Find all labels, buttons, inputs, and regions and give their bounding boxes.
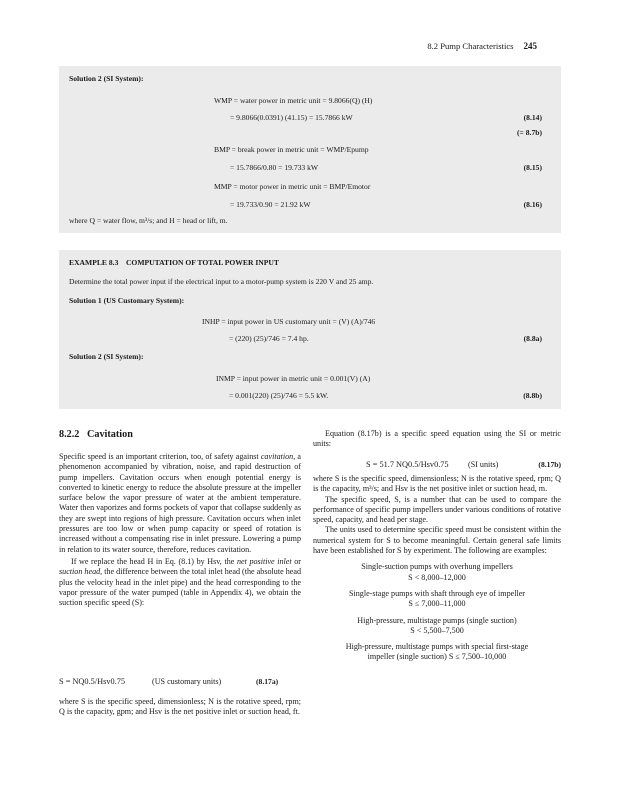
equation-number: (8.14) xyxy=(523,113,542,122)
example-box xyxy=(59,250,561,409)
equation-line: = (220) (25)/746 = 7.4 hp. xyxy=(229,334,309,343)
equation-line: = 9.8066(0.0391) (41.15) = 15.7866 kW xyxy=(230,113,353,122)
example-limit: Single-suction pumps with overhung impellers S < 8,000–12,000 xyxy=(361,562,513,582)
example-problem: Determine the total power input if the electrical input to a motor-pump system is 220 V and 25 amp. xyxy=(69,277,374,286)
equation-units: (US customary units) xyxy=(152,677,222,686)
example-title: EXAMPLE 8.3 COMPUTATION OF TOTAL POWER INPUT xyxy=(69,258,279,267)
left-column xyxy=(59,452,301,608)
equation-number: (8.16) xyxy=(523,200,542,209)
variable-definition: where Q = water flow, m³/s; and H = head or lift, m. xyxy=(69,216,228,225)
equation-line: INHP = input power in US customary unit = (V) (A)/746 xyxy=(202,317,376,326)
equation-number: (8.17a) xyxy=(256,677,279,686)
page-number: 245 xyxy=(523,41,537,51)
equation-number: (= 8.7b) xyxy=(517,128,542,137)
left-column-tail xyxy=(59,697,301,718)
equation-line: S = 51.7 NQ0.5/Hsv0.75 xyxy=(366,460,449,469)
solution-heading: Solution 1 (US Customary System): xyxy=(69,296,185,305)
section-number: 8.2.2 xyxy=(59,429,80,440)
right-column-body xyxy=(313,474,561,663)
equation-number: (8.17b) xyxy=(538,460,561,469)
equation-line: = 19.733/0.90 = 21.92 kW xyxy=(230,200,311,209)
equation-units: (SI units) xyxy=(468,460,499,469)
running-header xyxy=(427,41,537,51)
section-heading xyxy=(59,429,133,440)
example-limit: High-pressure, multistage pumps (single suction) S < 5,500–7,500 xyxy=(357,615,517,635)
paragraph: where S is the specific speed, dimensionless; N is the rotative speed, rpm; Q is the capacity, gpm; and Hsv is the net positive inlet or suction head, ft. xyxy=(59,697,301,717)
equation-line: BMP = break power in metric unit = WMP/Epump xyxy=(214,145,369,154)
equation-line: INMP = input power in metric unit = 0.001(V) (A) xyxy=(216,374,371,383)
equation-number: (8.15) xyxy=(523,163,542,172)
equation-line: WMP = water power in metric unit = 9.8066(Q) (H) xyxy=(214,96,373,105)
equation-number: (8.8a) xyxy=(523,334,542,343)
right-column xyxy=(313,429,561,450)
paragraph: If we replace the head H in Eq. (8.1) by Hsv, the net positive inlet or suction head, the difference between the total inlet head (the absolute head plus the velocity head in the inlet pipe) and the head corresponding to the vapor pressure of the water pumped (table in Appendix 4), we obtain the suction specific speed (S): xyxy=(59,556,301,608)
example-limit: Single-stage pumps with shaft through eye of impeller S ≤ 7,000–11,000 xyxy=(348,588,525,609)
example-limit: High-pressure, multistage pumps with special first-stage impeller (single suction) S ≤ 7,500–10,000 xyxy=(345,642,529,662)
equation-line: MMP = motor power in metric unit = BMP/Emotor xyxy=(214,182,371,191)
header-section: 8.2 Pump Characteristics xyxy=(427,41,514,51)
section-title: Cavitation xyxy=(87,429,133,440)
solution-heading: Solution 2 (SI System): xyxy=(69,74,144,83)
paragraph: The specific speed, S, is a number that can be used to compare the performance of specific pump impellers under various conditions of rotative speed, capacity, and head per stage. xyxy=(313,494,561,525)
equation-line: = 15.7866/0.80 = 19.733 kW xyxy=(230,163,319,172)
equation-line: = 0.001(220) (25)/746 = 5.5 kW. xyxy=(229,391,329,400)
equation-line: S = NQ0.5/Hsv0.75 xyxy=(59,677,125,686)
solution-heading: Solution 2 (SI System): xyxy=(69,352,144,361)
paragraph: Specific speed is an important criterion, too, of safety against cavitation, a phenomenon accompanied by vibration, noise, and rapid destruction of pump impellers. Cavitation occurs when enough potential energy is converted to kinetic energy to reduce the absolute pressure at the impeller surface below the vapor pressure of water at the ambient temperature. Water then vaporizes and forms pockets of vapor that collapse suddenly as they are swept into regions of high pressure. Cavitation occurs when inlet pressures are too low or when pump capacity or speed of rotation is increased without a compensating rise in inlet pressure. Lowering a pump in relation to its water source, therefore, reduces cavitation. xyxy=(59,452,301,554)
paragraph: Equation (8.17b) is a specific speed equation using the SI or metric units: xyxy=(313,429,561,449)
paragraph: where S is the specific speed, dimensionless; N is the rotative speed, rpm; Q is the capacity, m³/s; and Hsv is the net positive inlet or suction head, m. xyxy=(313,474,561,494)
equation-number: (8.8b) xyxy=(523,391,542,400)
paragraph: The units used to determine specific speed must be consistent within the numerical system for S to become meaningful. Certain general safe limits have been established for S by experiment. The following are examples: xyxy=(313,525,561,556)
